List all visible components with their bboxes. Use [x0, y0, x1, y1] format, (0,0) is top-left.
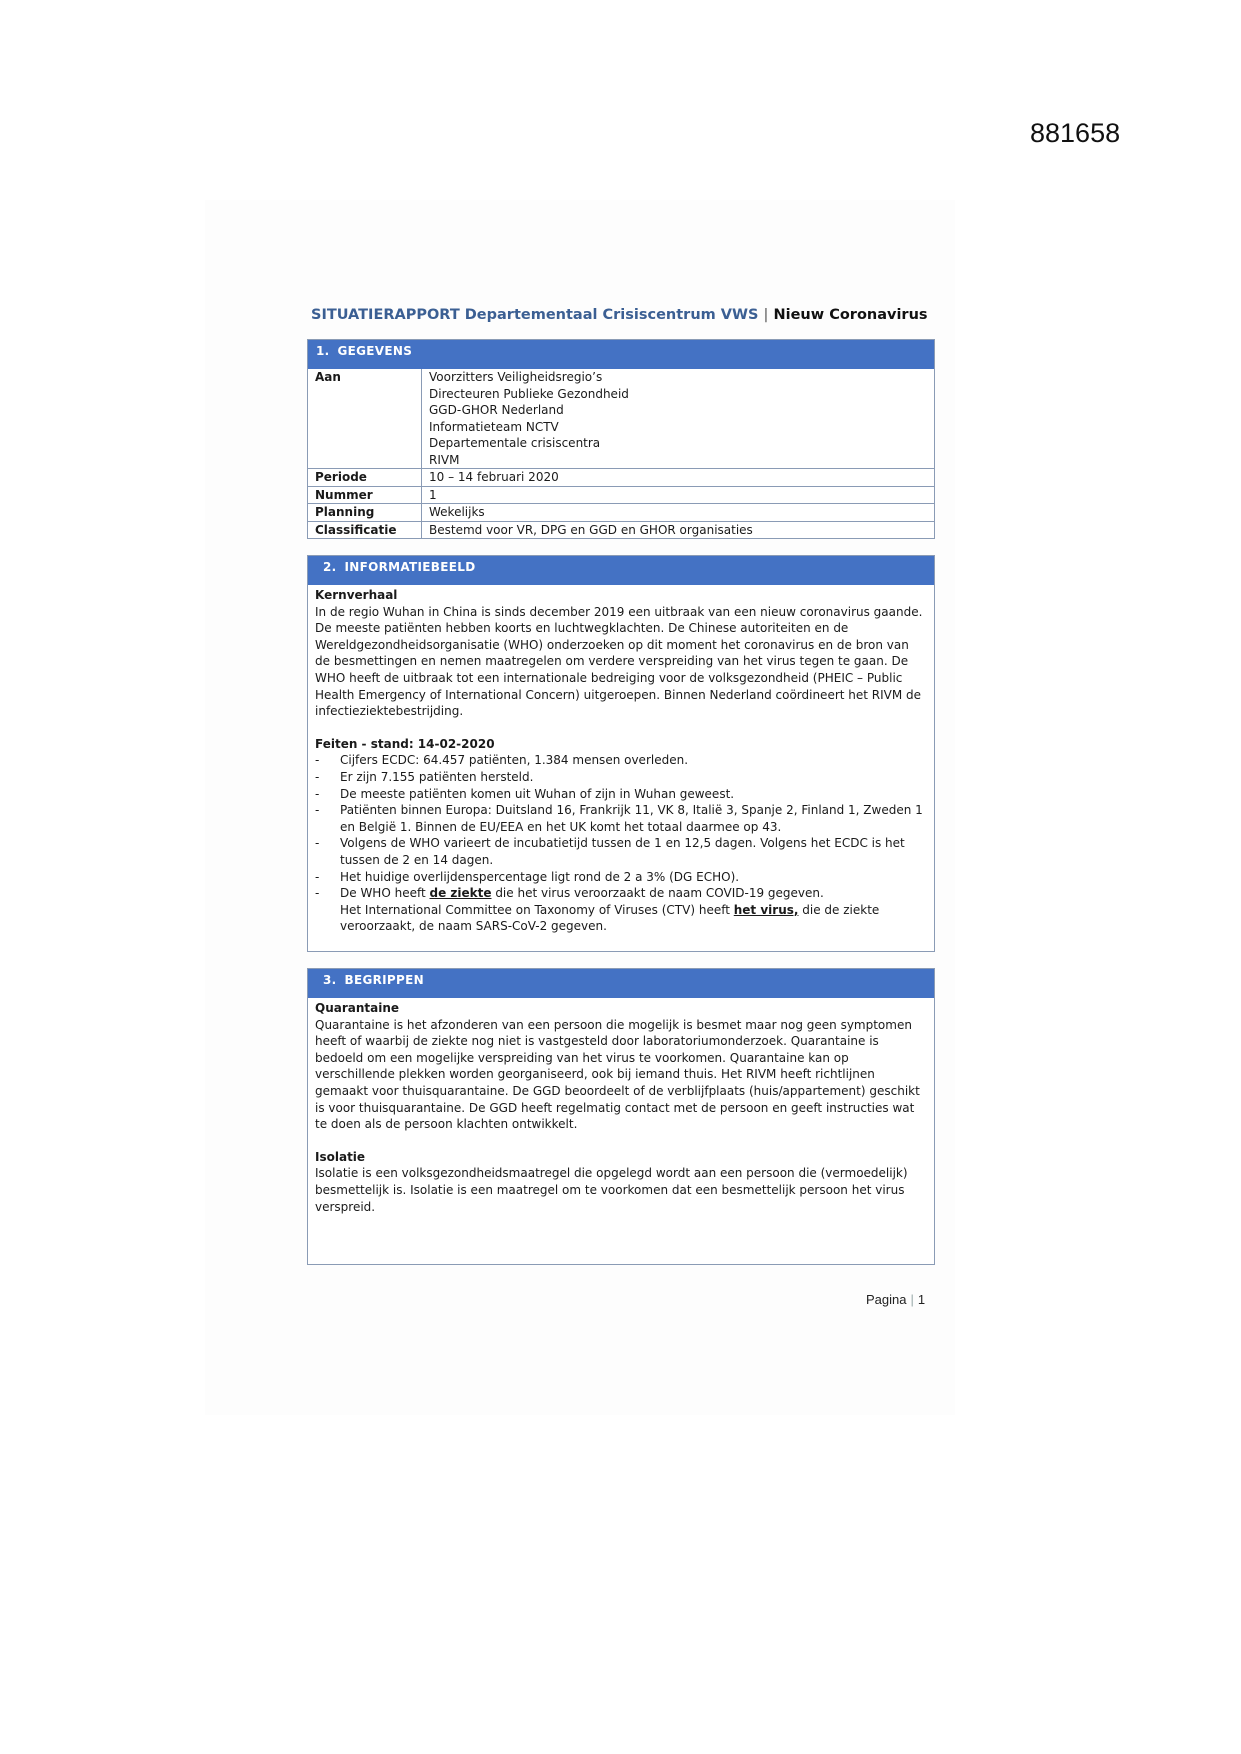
section-number: 2.: [323, 560, 337, 574]
report-title: [311, 307, 928, 323]
row-value: Wekelijks: [422, 504, 935, 522]
section-gegevens: [307, 339, 935, 539]
subheading-kernverhaal: Kernverhaal: [315, 588, 398, 602]
document-number: 881658: [1030, 118, 1121, 148]
section-number: 1.: [316, 344, 330, 358]
row-label: Planning: [308, 504, 422, 522]
recipient: Informatieteam NCTV: [429, 419, 559, 434]
row-label: Periode: [308, 469, 422, 487]
report-title-main: SITUATIERAPPORT Departementaal Crisiscentrum VWS: [311, 307, 759, 323]
emphasis-de-ziekte: de ziekte: [429, 886, 492, 901]
list-item: - Volgens de WHO varieert de incubatietijd tussen de 1 en 12,5 dagen. Volgens het ECDC is het tussen de 2 en 14 dagen.: [315, 835, 927, 868]
quarantaine-text: Quarantaine is het afzonderen van een persoon die mogelijk is besmet maar nog geen symptomen heeft of waarbij de ziekte nog niet is vastgesteld door laboratoriumonderzoek. Quarantaine is bedoeld om een mogelijke verspreiding van het virus te voorkomen. Quarantaine kan op verschillende plekken worden georganiseerd, ook bij iemand thuis. Het RIVM heeft richtlijnen gemaakt voor thuisquarantaine. De GGD beoordeelt of de verblijfplaats (huis/appartement) geschikt is voor thuisquarantaine. De GGD heeft regelmatig contact met de persoon en geeft instructies wat te doen als de persoon klachten ontwikkelt.: [315, 1017, 920, 1132]
fact-text: die het virus veroorzaakt de naam COVID-19 gegeven.: [491, 886, 824, 901]
row-value: 1: [422, 486, 935, 504]
recipient: Voorzitters Veiligheidsregio’s: [429, 370, 603, 384]
report-title-topic: Nieuw Coronavirus: [773, 307, 928, 323]
fact-text: Het International Committee on Taxonomy of Viruses (CTV) heeft: [340, 902, 734, 917]
list-item: - Het huidige overlijdenspercentage ligt rond de 2 a 3% (DG ECHO).: [315, 869, 927, 886]
page-number: 1: [917, 1292, 926, 1307]
table-row: [308, 521, 934, 538]
details-table: [308, 369, 934, 538]
row-value: Bestemd voor VR, DPG en GGD en GHOR organisaties: [422, 521, 935, 538]
section-title: GEGEVENS: [337, 344, 413, 358]
recipient: RIVM: [429, 452, 460, 467]
list-item: - Patiënten binnen Europa: Duitsland 16, Frankrijk 11, VK 8, Italië 3, Spanje 2, Finland 1, Zweden 1 en België 1. Binnen de EU/EEA en het UK komt het totaal daarmee op 43.: [315, 802, 927, 835]
recipients-list: [422, 369, 935, 469]
row-label: Nummer: [308, 486, 422, 504]
section-begrippen: [307, 968, 935, 1265]
list-item: - De meeste patiënten komen uit Wuhan of zijn in Wuhan geweest.: [315, 786, 927, 803]
recipient: Directeuren Publieke Gezondheid: [429, 386, 629, 401]
section-body: [308, 998, 934, 1215]
table-row: [308, 486, 934, 504]
subheading-quarantaine: Quarantaine: [315, 1001, 400, 1015]
page-label: Pagina: [866, 1292, 907, 1307]
title-separator: |: [763, 307, 769, 323]
section-heading: [308, 556, 934, 585]
recipient: Departementale crisiscentra: [429, 436, 601, 450]
isolatie-text: Isolatie is een volksgezondheidsmaatregel die opgelegd wordt aan een persoon die (vermoedelijk) besmettelijk is. Isolatie is een maatregel om te voorkomen dat een besmettelijk persoon het virus verspreid.: [315, 1166, 908, 1214]
subheading-feiten: Feiten - stand: 14-02-2020: [315, 736, 495, 751]
row-value: 10 – 14 februari 2020: [422, 469, 935, 487]
table-row: [308, 469, 934, 487]
kernverhaal-text: In de regio Wuhan in China is sinds december 2019 een uitbraak van een nieuw coronavirus gaande. De meeste patiënten hebben koorts en luchtwegklachten. De Chinese autoriteiten en de Wereldgezondheidsorganisatie (WHO) onderzoeken op dit moment het coronavirus en de bron van de besmettingen en nemen maatregelen om verdere verspreiding van het virus tegen te gaan. De WHO heeft de uitbraak tot een internationale bedreiging voor de volksgezondheid (PHEIC – Public Health Emergency of International Concern) uitgeroepen. Binnen Nederland coördineert het RIVM de infectieziektebestrijding.: [315, 604, 923, 719]
table-row: [308, 504, 934, 522]
section-heading: [308, 340, 934, 369]
footer-separator: |: [910, 1292, 914, 1307]
section-body: [308, 585, 934, 935]
subheading-isolatie: Isolatie: [315, 1149, 366, 1164]
recipient: GGD-GHOR Nederland: [429, 403, 564, 417]
section-title: BEGRIPPEN: [344, 973, 424, 987]
list-item: - Cijfers ECDC: 64.457 patiënten, 1.384 mensen overleden.: [315, 752, 927, 769]
row-label: Aan: [308, 369, 422, 469]
list-item: - Er zijn 7.155 patiënten hersteld.: [315, 769, 927, 786]
section-title: INFORMATIEBEELD: [344, 560, 476, 574]
emphasis-het-virus: het virus,: [733, 902, 799, 917]
section-heading: [308, 969, 934, 998]
facts-list: [315, 752, 927, 935]
fact-text: die de ziekte veroorzaakt, de naam SARS-CoV-2 gegeven.: [340, 902, 880, 934]
page-footer: [866, 1292, 925, 1307]
section-number: 3.: [323, 973, 337, 987]
list-item: [315, 885, 927, 935]
table-row: [308, 369, 934, 469]
fact-text: De WHO heeft: [340, 886, 430, 901]
row-label: Classificatie: [308, 521, 422, 538]
section-informatiebeeld: [307, 555, 935, 952]
